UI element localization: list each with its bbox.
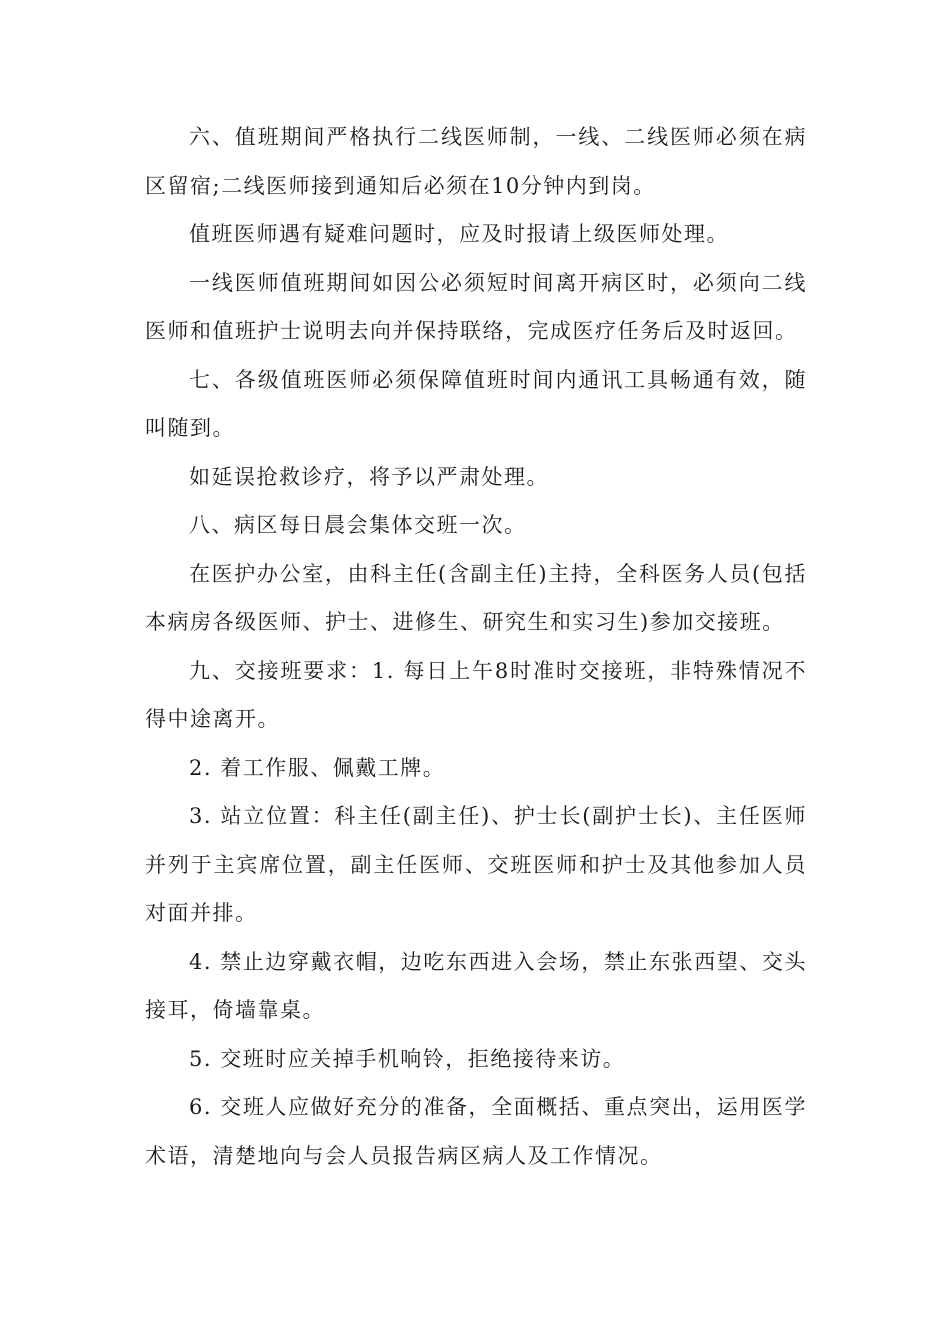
paragraph: 2. 着工作服、佩戴工牌。 (189, 755, 446, 780)
paragraph: 如延误抢救诊疗，将予以严肃处理。 (189, 464, 549, 489)
paragraph: 3. 站立位置：科主任(副主任)、护士长(副护士长)、主任医师并列于主宾席位置，副主任医师、交班医师和护士及其他参加人员对面并排。 (145, 804, 807, 925)
paragraph: 5. 交班时应关掉手机响铃，拒绝接待来访。 (189, 1046, 626, 1071)
paragraph: 八、病区每日晨会集体交班一次。 (189, 513, 527, 537)
document-body (145, 113, 807, 1180)
paragraph: 九、交接班要求：1. 每日上午8时准时交接班，非特殊情况不得中途离开。 (145, 658, 807, 731)
paragraph: 6. 交班人应做好充分的准备，全面概括、重点突出，运用医学术语，清楚地向与会人员报告病区病人及工作情况。 (145, 1095, 807, 1168)
paragraph: 六、值班期间严格执行二线医师制，一线、二线医师必须在病区留宿;二线医师接到通知后必须在10分钟内到岗。 (145, 125, 807, 198)
paragraph: 4. 禁止边穿戴衣帽，边吃东西进入会场，禁止东张西望、交头接耳，倚墙靠桌。 (145, 949, 807, 1022)
paragraph: 七、各级值班医师必须保障值班时间内通讯工具畅通有效，随叫随到。 (145, 367, 807, 440)
paragraph: 在医护办公室，由科主任(含副主任)主持，全科医务人员(包括本病房各级医师、护士、进修生、研究生和实习生)参加交接班。 (145, 561, 807, 634)
paragraph: 值班医师遇有疑难问题时，应及时报请上级医师处理。 (189, 222, 729, 246)
paragraph: 一线医师值班期间如因公必须短时间离开病区时，必须向二线医师和值班护士说明去向并保持联络，完成医疗任务后及时返回。 (145, 270, 807, 343)
